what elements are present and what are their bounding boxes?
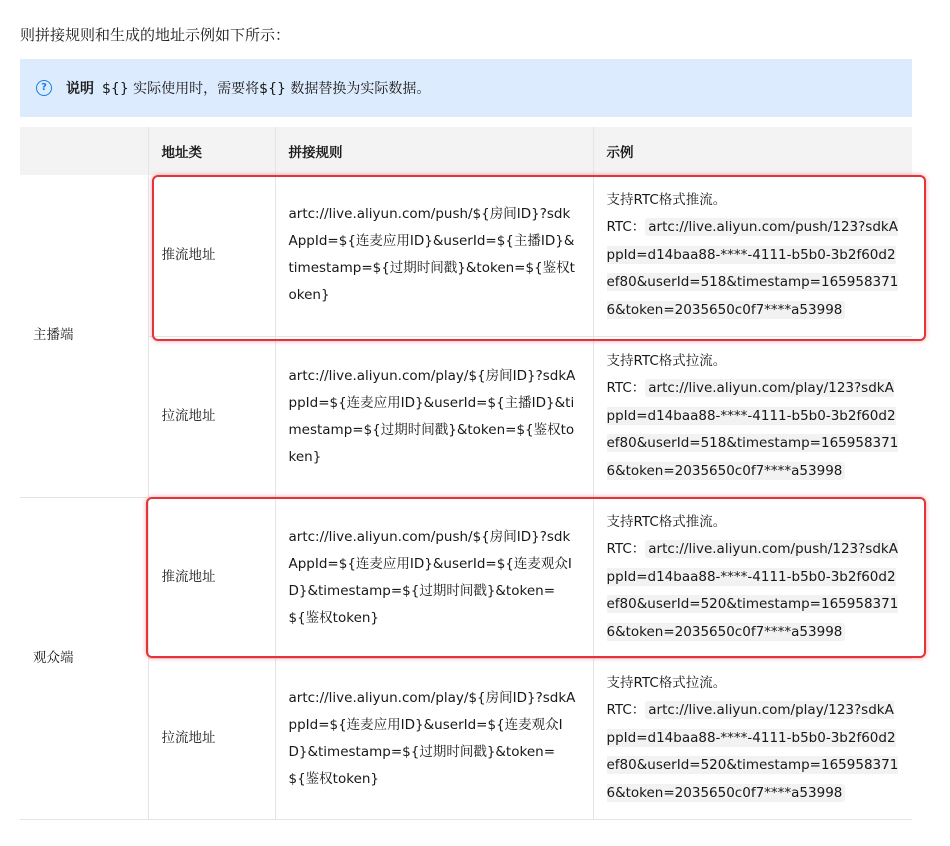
header-address-type: 地址类 [148, 127, 275, 175]
example-title: 支持RTC格式推流。 [606, 191, 727, 208]
rule-cell: artc://live.aliyun.com/play/${房间ID}?sdkAppId=${连麦应用ID}&userId=${主播ID}&timestamp=${过期时间戳}&token=${鉴权token} [275, 336, 593, 497]
table-row [20, 658, 912, 819]
question-circle-icon: ? [36, 80, 52, 96]
table-header-row [20, 127, 912, 175]
example-cell [593, 658, 912, 819]
role-cell: 观众端 [20, 497, 148, 819]
rule-cell: artc://live.aliyun.com/play/${房间ID}?sdkAppId=${连麦应用ID}&userId=${连麦观众ID}&timestamp=${过期时间戳}&token=${鉴权token} [275, 658, 593, 819]
example-code: artc://live.aliyun.com/play/123?sdkAppId=d14baa88-****-4111-b5b0-3b2f60d2ef80&userId=520&timestamp=1659583716&token=2035650c0f7****a53998 [606, 702, 899, 801]
address-rules-table [20, 127, 912, 820]
address-type-cell: 拉流地址 [148, 336, 275, 497]
table-row [20, 336, 912, 497]
role-cell: 主播端 [20, 175, 148, 497]
address-type-cell: 推流地址 [148, 175, 275, 336]
example-cell [593, 497, 912, 658]
example-cell [593, 336, 912, 497]
header-rule: 拼接规则 [275, 127, 593, 175]
example-code: artc://live.aliyun.com/play/123?sdkAppId=d14baa88-****-4111-b5b0-3b2f60d2ef80&userId=518&timestamp=1659583716&token=2035650c0f7****a53998 [606, 380, 899, 479]
address-type-cell: 拉流地址 [148, 658, 275, 819]
intro-text: 则拼接规则和生成的地址示例如下所示： [20, 26, 291, 44]
example-prefix: RTC： [606, 702, 646, 719]
example-code: artc://live.aliyun.com/push/123?sdkAppId=d14baa88-****-4111-b5b0-3b2f60d2ef80&userId=520&timestamp=1659583716&token=2035650c0f7****a53998 [606, 541, 899, 640]
header-role [20, 127, 148, 175]
header-example: 示例 [593, 127, 912, 175]
note-label: 说明 [66, 81, 94, 97]
note-text: ${} 实际使用时，需要将${} 数据替换为实际数据。 [102, 81, 431, 97]
table-row [20, 497, 912, 658]
example-prefix: RTC： [606, 541, 646, 558]
example-prefix: RTC： [606, 380, 646, 397]
example-title: 支持RTC格式拉流。 [606, 352, 727, 369]
table-row [20, 175, 912, 336]
example-code: artc://live.aliyun.com/push/123?sdkAppId=d14baa88-****-4111-b5b0-3b2f60d2ef80&userId=518&timestamp=1659583716&token=2035650c0f7****a53998 [606, 219, 899, 318]
example-prefix: RTC： [606, 219, 646, 235]
address-type-cell: 推流地址 [148, 497, 275, 658]
example-title: 支持RTC格式推流。 [606, 513, 727, 530]
note-callout [20, 59, 912, 117]
rule-cell: artc://live.aliyun.com/push/${房间ID}?sdkAppId=${连麦应用ID}&userId=${主播ID}&timestamp=${过期时间戳}&token=${鉴权token} [275, 175, 593, 336]
example-cell [593, 175, 912, 336]
rule-cell: artc://live.aliyun.com/push/${房间ID}?sdkAppId=${连麦应用ID}&userId=${连麦观众ID}&timestamp=${过期时间戳}&token=${鉴权token} [275, 497, 593, 658]
example-title: 支持RTC格式拉流。 [606, 674, 727, 691]
